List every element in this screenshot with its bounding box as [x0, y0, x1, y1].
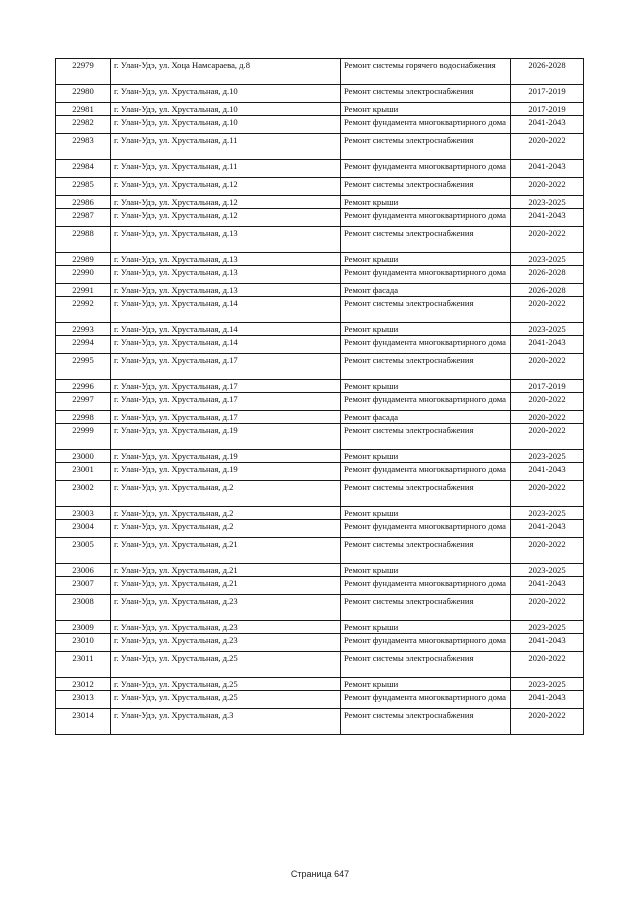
table-row [56, 424, 584, 450]
work-type-cell: Ремонт фундамента многоквартирного дома [341, 577, 511, 595]
address-cell: г. Улан-Удэ, ул. Хрустальная, д.13 [111, 266, 341, 284]
table-row [56, 621, 584, 634]
period-cell: 2020-2022 [511, 297, 584, 323]
work-type-cell: Ремонт фундамента многоквартирного дома [341, 393, 511, 411]
table-row [56, 85, 584, 103]
table-row [56, 297, 584, 323]
period-cell: 2041-2043 [511, 336, 584, 354]
table-row [56, 577, 584, 595]
period-cell: 2017-2019 [511, 85, 584, 103]
row-id-cell: 22994 [56, 336, 111, 354]
work-type-cell: Ремонт системы электроснабжения [341, 709, 511, 735]
row-id-cell: 23006 [56, 564, 111, 577]
row-id-cell: 23004 [56, 520, 111, 538]
period-cell: 2020-2022 [511, 595, 584, 621]
address-cell: г. Улан-Удэ, ул. Хрустальная, д.2 [111, 481, 341, 507]
work-type-cell: Ремонт фундамента многоквартирного дома [341, 160, 511, 178]
row-id-cell: 23001 [56, 463, 111, 481]
work-type-cell: Ремонт фундамента многоквартирного дома [341, 209, 511, 227]
address-cell: г. Улан-Удэ, ул. Хрустальная, д.17 [111, 411, 341, 424]
row-id-cell: 22986 [56, 196, 111, 209]
row-id-cell: 22984 [56, 160, 111, 178]
row-id-cell: 22989 [56, 253, 111, 266]
table-row [56, 178, 584, 196]
table-row [56, 463, 584, 481]
address-cell: г. Улан-Удэ, ул. Хрустальная, д.23 [111, 634, 341, 652]
address-cell: г. Улан-Удэ, ул. Хрустальная, д.14 [111, 297, 341, 323]
period-cell: 2041-2043 [511, 634, 584, 652]
work-type-cell: Ремонт системы электроснабжения [341, 595, 511, 621]
table-row [56, 691, 584, 709]
table-row [56, 323, 584, 336]
row-id-cell: 22980 [56, 85, 111, 103]
address-cell: г. Улан-Удэ, ул. Хрустальная, д.10 [111, 116, 341, 134]
address-cell: г. Улан-Удэ, ул. Хрустальная, д.23 [111, 595, 341, 621]
address-cell: г. Улан-Удэ, ул. Хрустальная, д.10 [111, 103, 341, 116]
period-cell: 2020-2022 [511, 393, 584, 411]
period-cell: 2020-2022 [511, 424, 584, 450]
work-type-cell: Ремонт системы электроснабжения [341, 354, 511, 380]
table-row [56, 134, 584, 160]
work-type-cell: Ремонт крыши [341, 678, 511, 691]
period-cell: 2041-2043 [511, 577, 584, 595]
row-id-cell: 23002 [56, 481, 111, 507]
period-cell: 2026-2028 [511, 59, 584, 85]
row-id-cell: 22997 [56, 393, 111, 411]
table-row [56, 196, 584, 209]
row-id-cell: 22982 [56, 116, 111, 134]
work-type-cell: Ремонт системы электроснабжения [341, 85, 511, 103]
work-type-cell: Ремонт фундамента многоквартирного дома [341, 634, 511, 652]
address-cell: г. Улан-Удэ, ул. Хрустальная, д.19 [111, 463, 341, 481]
period-cell: 2041-2043 [511, 116, 584, 134]
row-id-cell: 23011 [56, 652, 111, 678]
row-id-cell: 23009 [56, 621, 111, 634]
work-type-cell: Ремонт системы электроснабжения [341, 227, 511, 253]
table-row [56, 284, 584, 297]
row-id-cell: 23005 [56, 538, 111, 564]
address-cell: г. Улан-Удэ, ул. Хрустальная, д.21 [111, 538, 341, 564]
work-type-cell: Ремонт крыши [341, 380, 511, 393]
table-row [56, 253, 584, 266]
address-cell: г. Улан-Удэ, ул. Хрустальная, д.12 [111, 178, 341, 196]
period-cell: 2023-2025 [511, 621, 584, 634]
work-type-cell: Ремонт фундамента многоквартирного дома [341, 691, 511, 709]
table-row [56, 380, 584, 393]
address-cell: г. Улан-Удэ, ул. Хрустальная, д.14 [111, 323, 341, 336]
period-cell: 2017-2019 [511, 103, 584, 116]
row-id-cell: 23000 [56, 450, 111, 463]
table-row [56, 678, 584, 691]
period-cell: 2020-2022 [511, 178, 584, 196]
table-row [56, 411, 584, 424]
table-row [56, 709, 584, 735]
period-cell: 2023-2025 [511, 678, 584, 691]
address-cell: г. Улан-Удэ, ул. Хрустальная, д.13 [111, 253, 341, 266]
table-row [56, 336, 584, 354]
address-cell: г. Улан-Удэ, ул. Хрустальная, д.13 [111, 227, 341, 253]
work-type-cell: Ремонт системы электроснабжения [341, 481, 511, 507]
work-type-cell: Ремонт крыши [341, 196, 511, 209]
table-body [56, 59, 584, 735]
work-type-cell: Ремонт крыши [341, 564, 511, 577]
period-cell: 2017-2019 [511, 380, 584, 393]
address-cell: г. Улан-Удэ, ул. Хрустальная, д.17 [111, 380, 341, 393]
period-cell: 2041-2043 [511, 463, 584, 481]
table-row [56, 266, 584, 284]
work-type-cell: Ремонт фундамента многоквартирного дома [341, 336, 511, 354]
table-row [56, 59, 584, 85]
work-type-cell: Ремонт системы горячего водоснабжения [341, 59, 511, 85]
period-cell: 2020-2022 [511, 134, 584, 160]
period-cell: 2041-2043 [511, 691, 584, 709]
table-row [56, 160, 584, 178]
table-row [56, 507, 584, 520]
address-cell: г. Улан-Удэ, ул. Хрустальная, д.2 [111, 507, 341, 520]
period-cell: 2020-2022 [511, 354, 584, 380]
period-cell: 2041-2043 [511, 160, 584, 178]
period-cell: 2026-2028 [511, 284, 584, 297]
table-row [56, 393, 584, 411]
work-type-cell: Ремонт системы электроснабжения [341, 297, 511, 323]
period-cell: 2041-2043 [511, 520, 584, 538]
page-number: Страница 647 [290, 869, 350, 879]
address-cell: г. Улан-Удэ, ул. Хрустальная, д.21 [111, 564, 341, 577]
work-type-cell: Ремонт фундамента многоквартирного дома [341, 116, 511, 134]
address-cell: г. Улан-Удэ, ул. Хрустальная, д.11 [111, 160, 341, 178]
period-cell: 2041-2043 [511, 209, 584, 227]
work-type-cell: Ремонт фундамента многоквартирного дома [341, 266, 511, 284]
table-row [56, 354, 584, 380]
row-id-cell: 23012 [56, 678, 111, 691]
address-cell: г. Улан-Удэ, ул. Хрустальная, д.10 [111, 85, 341, 103]
table-row [56, 227, 584, 253]
work-type-cell: Ремонт системы электроснабжения [341, 538, 511, 564]
row-id-cell: 23010 [56, 634, 111, 652]
address-cell: г. Улан-Удэ, ул. Хрустальная, д.25 [111, 678, 341, 691]
period-cell: 2020-2022 [511, 227, 584, 253]
period-cell: 2023-2025 [511, 507, 584, 520]
table-row [56, 450, 584, 463]
table-row [56, 564, 584, 577]
work-type-cell: Ремонт системы электроснабжения [341, 178, 511, 196]
address-cell: г. Улан-Удэ, ул. Хрустальная, д.23 [111, 621, 341, 634]
repair-schedule-table [55, 58, 584, 735]
row-id-cell: 23003 [56, 507, 111, 520]
period-cell: 2020-2022 [511, 709, 584, 735]
work-type-cell: Ремонт системы электроснабжения [341, 424, 511, 450]
period-cell: 2026-2028 [511, 266, 584, 284]
period-cell: 2023-2025 [511, 450, 584, 463]
row-id-cell: 22999 [56, 424, 111, 450]
address-cell: г. Улан-Удэ, ул. Хрустальная, д.19 [111, 424, 341, 450]
row-id-cell: 23008 [56, 595, 111, 621]
row-id-cell: 22988 [56, 227, 111, 253]
address-cell: г. Улан-Удэ, ул. Хоца Намсараева, д.8 [111, 59, 341, 85]
work-type-cell: Ремонт крыши [341, 450, 511, 463]
address-cell: г. Улан-Удэ, ул. Хрустальная, д.13 [111, 284, 341, 297]
table-row [56, 595, 584, 621]
work-type-cell: Ремонт крыши [341, 103, 511, 116]
address-cell: г. Улан-Удэ, ул. Хрустальная, д.17 [111, 354, 341, 380]
period-cell: 2020-2022 [511, 652, 584, 678]
work-type-cell: Ремонт системы электроснабжения [341, 134, 511, 160]
row-id-cell: 22987 [56, 209, 111, 227]
address-cell: г. Улан-Удэ, ул. Хрустальная, д.25 [111, 652, 341, 678]
address-cell: г. Улан-Удэ, ул. Хрустальная, д.12 [111, 209, 341, 227]
period-cell: 2023-2025 [511, 323, 584, 336]
work-type-cell: Ремонт крыши [341, 621, 511, 634]
table-row [56, 103, 584, 116]
work-type-cell: Ремонт фасада [341, 411, 511, 424]
table-row [56, 520, 584, 538]
row-id-cell: 22993 [56, 323, 111, 336]
work-type-cell: Ремонт крыши [341, 323, 511, 336]
row-id-cell: 22992 [56, 297, 111, 323]
address-cell: г. Улан-Удэ, ул. Хрустальная, д.2 [111, 520, 341, 538]
row-id-cell: 22995 [56, 354, 111, 380]
period-cell: 2020-2022 [511, 481, 584, 507]
table-row [56, 652, 584, 678]
row-id-cell: 22990 [56, 266, 111, 284]
work-type-cell: Ремонт фундамента многоквартирного дома [341, 463, 511, 481]
table-row [56, 209, 584, 227]
row-id-cell: 22979 [56, 59, 111, 85]
address-cell: г. Улан-Удэ, ул. Хрустальная, д.17 [111, 393, 341, 411]
row-id-cell: 23014 [56, 709, 111, 735]
row-id-cell: 23007 [56, 577, 111, 595]
table-row [56, 538, 584, 564]
row-id-cell: 23013 [56, 691, 111, 709]
row-id-cell: 22998 [56, 411, 111, 424]
row-id-cell: 22981 [56, 103, 111, 116]
address-cell: г. Улан-Удэ, ул. Хрустальная, д.12 [111, 196, 341, 209]
work-type-cell: Ремонт системы электроснабжения [341, 652, 511, 678]
address-cell: г. Улан-Удэ, ул. Хрустальная, д.25 [111, 691, 341, 709]
address-cell: г. Улан-Удэ, ул. Хрустальная, д.11 [111, 134, 341, 160]
period-cell: 2023-2025 [511, 196, 584, 209]
address-cell: г. Улан-Удэ, ул. Хрустальная, д.19 [111, 450, 341, 463]
address-cell: г. Улан-Удэ, ул. Хрустальная, д.3 [111, 709, 341, 735]
row-id-cell: 22991 [56, 284, 111, 297]
table-row [56, 481, 584, 507]
row-id-cell: 22985 [56, 178, 111, 196]
period-cell: 2023-2025 [511, 564, 584, 577]
period-cell: 2023-2025 [511, 253, 584, 266]
address-cell: г. Улан-Удэ, ул. Хрустальная, д.21 [111, 577, 341, 595]
work-type-cell: Ремонт фундамента многоквартирного дома [341, 520, 511, 538]
address-cell: г. Улан-Удэ, ул. Хрустальная, д.14 [111, 336, 341, 354]
table-row [56, 634, 584, 652]
table-row [56, 116, 584, 134]
row-id-cell: 22996 [56, 380, 111, 393]
work-type-cell: Ремонт крыши [341, 253, 511, 266]
row-id-cell: 22983 [56, 134, 111, 160]
period-cell: 2020-2022 [511, 538, 584, 564]
period-cell: 2020-2022 [511, 411, 584, 424]
work-type-cell: Ремонт крыши [341, 507, 511, 520]
work-type-cell: Ремонт фасада [341, 284, 511, 297]
